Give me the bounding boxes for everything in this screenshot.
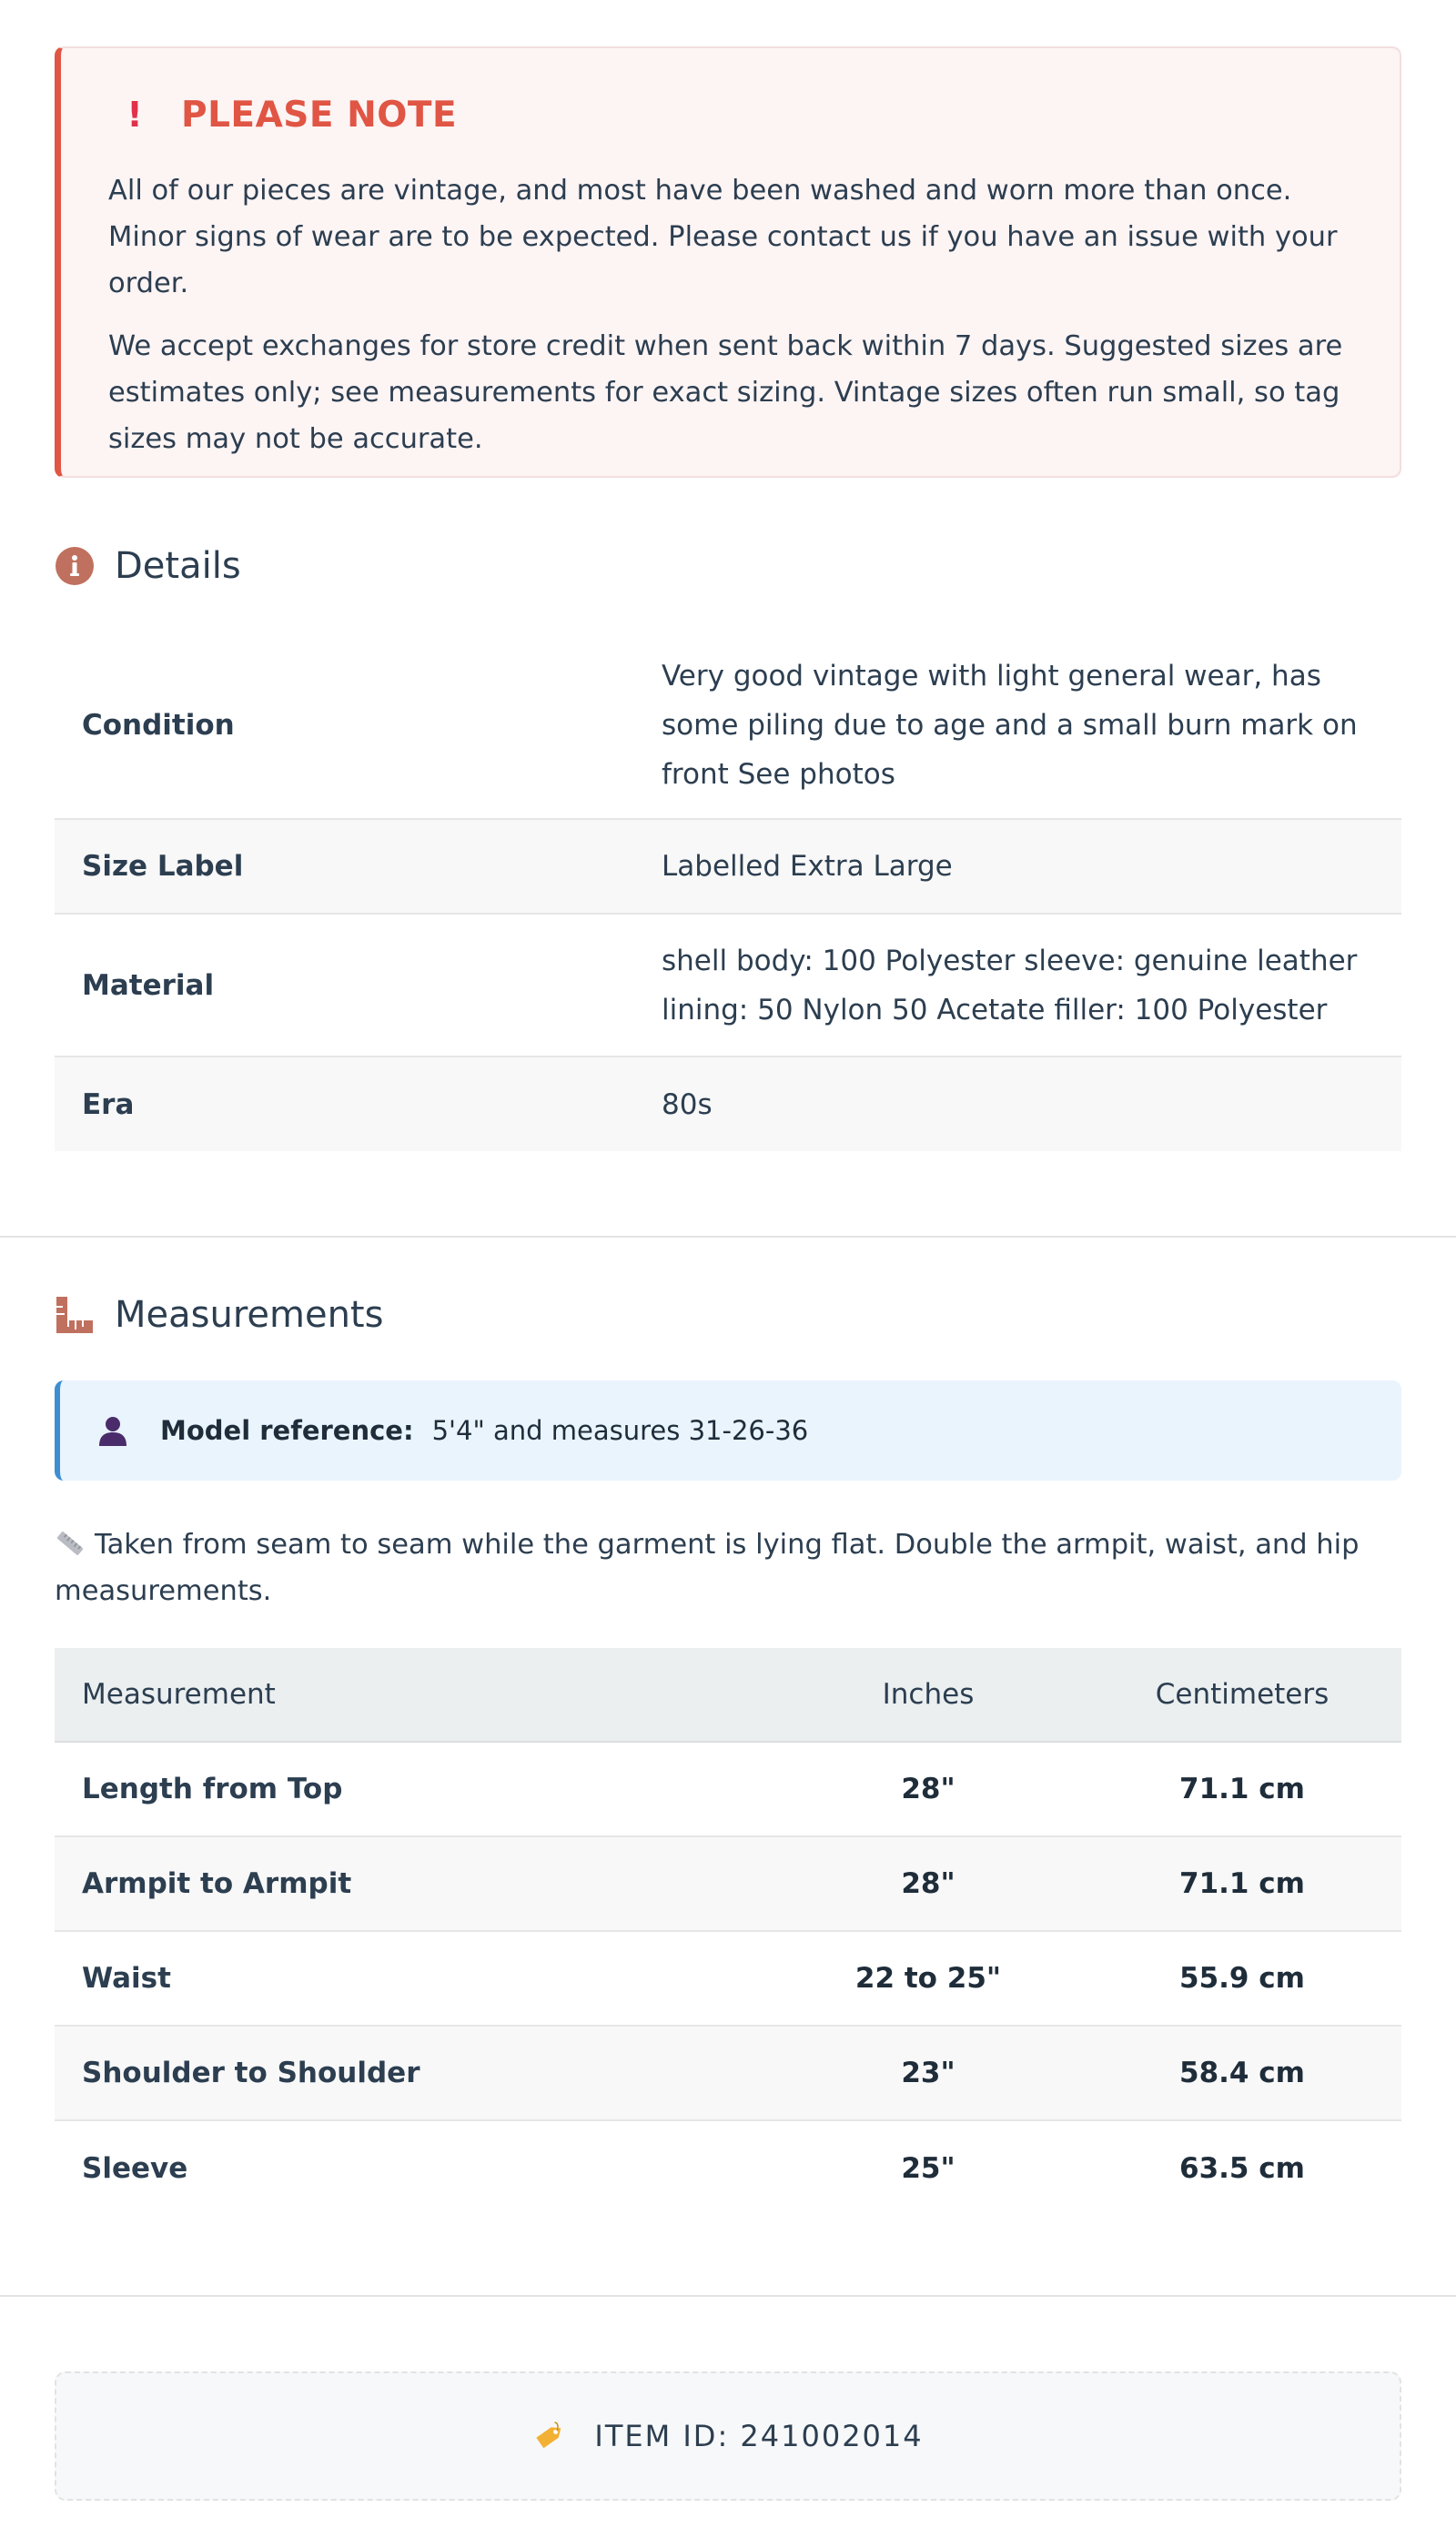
- measurement-note: [55, 1522, 1365, 1614]
- measurement-cm: 58.4 cm: [1179, 2057, 1305, 2089]
- measurements-table: [55, 1648, 1401, 2216]
- details-title: Details: [115, 545, 241, 587]
- measurement-inches: 23": [901, 2057, 956, 2089]
- details-value: Labelled Extra Large: [662, 850, 953, 883]
- details-label: Size Label: [82, 850, 244, 883]
- details-value: shell body: 100 Polyester sleeve: genuine leather lining: 50 Nylon 50 Acetate filler: 100 Polyester: [662, 944, 1358, 1026]
- measurement-cm: 63.5 cm: [1179, 2152, 1305, 2185]
- measurements-title: Measurements: [115, 1294, 384, 1336]
- info-circle-icon: [55, 546, 95, 586]
- measurement-inches: 22 to 25": [854, 1962, 1002, 1995]
- details-row: [55, 820, 1401, 915]
- measurement-name: Length from Top: [82, 1773, 343, 1805]
- table-row: [55, 2121, 1401, 2216]
- notice-paragraph: All of our pieces are vintage, and most have been washed and worn more than once. Minor signs of wear are to be expected. Please contact us if you have an issue with your order.: [108, 175, 1338, 299]
- section-divider: [0, 2295, 1456, 2297]
- measurement-note-text: Taken from seam to seam while the garment is lying flat. Double the armpit, waist, and hip measurements.: [55, 1529, 1360, 1607]
- table-row: [55, 1837, 1401, 1932]
- measurement-cm: 71.1 cm: [1179, 1867, 1305, 1900]
- table-row: [55, 2027, 1401, 2121]
- measurement-inches: 28": [901, 1773, 956, 1805]
- details-label: Era: [82, 1087, 135, 1121]
- person-icon: [96, 1414, 129, 1447]
- table-row: [55, 1932, 1401, 2027]
- column-header-measurement: Measurement: [82, 1678, 276, 1711]
- notice-header: [108, 94, 1354, 136]
- details-value: 80s: [662, 1087, 713, 1121]
- notice-paragraph: We accept exchanges for store credit when sent back within 7 days. Suggested sizes are estimates only; see measurements for exact sizing. Vintage sizes often run small, so tag sizes may not be accurate.: [108, 330, 1343, 455]
- measurement-inches: 25": [901, 2152, 956, 2185]
- measurement-name: Shoulder to Shoulder: [82, 2057, 420, 2089]
- details-row: [55, 915, 1401, 1057]
- column-header-centimeters: Centimeters: [1155, 1678, 1330, 1711]
- item-id: ITEM ID: 241002014: [594, 2419, 924, 2453]
- measurement-cm: 71.1 cm: [1179, 1773, 1305, 1805]
- notice-title: PLEASE NOTE: [181, 94, 458, 136]
- details-value: Very good vintage with light general wear, has some piling due to age and a small burn mark on front See photos: [662, 660, 1358, 791]
- measurements-heading: [55, 1294, 383, 1336]
- details-heading: [55, 545, 241, 587]
- measurement-name: Sleeve: [82, 2152, 188, 2185]
- model-reference-box: [55, 1380, 1401, 1481]
- table-row: [55, 1743, 1401, 1837]
- model-reference-value: 5'4" and measures 31-26-36: [431, 1415, 809, 1446]
- item-id-box: [55, 2371, 1401, 2501]
- measurement-inches: 28": [901, 1867, 956, 1900]
- measurement-name: Armpit to Armpit: [82, 1867, 352, 1900]
- details-label: Condition: [82, 709, 235, 742]
- table-header-row: [55, 1648, 1401, 1743]
- details-row: [55, 632, 1401, 820]
- exclamation-icon: !: [126, 95, 143, 135]
- details-row: [55, 1057, 1401, 1151]
- column-header-inches: Inches: [882, 1678, 975, 1711]
- notice-box: [55, 46, 1401, 478]
- ruler-small-icon: [55, 1530, 86, 1557]
- measurement-name: Waist: [82, 1962, 171, 1995]
- details-table: [55, 632, 1401, 1151]
- details-label: Material: [82, 968, 215, 1002]
- model-reference-label: Model reference:: [160, 1415, 414, 1446]
- section-divider: [0, 1236, 1456, 1238]
- ruler-icon: [55, 1295, 95, 1335]
- tag-icon: [532, 2419, 567, 2453]
- measurement-cm: 55.9 cm: [1179, 1962, 1305, 1995]
